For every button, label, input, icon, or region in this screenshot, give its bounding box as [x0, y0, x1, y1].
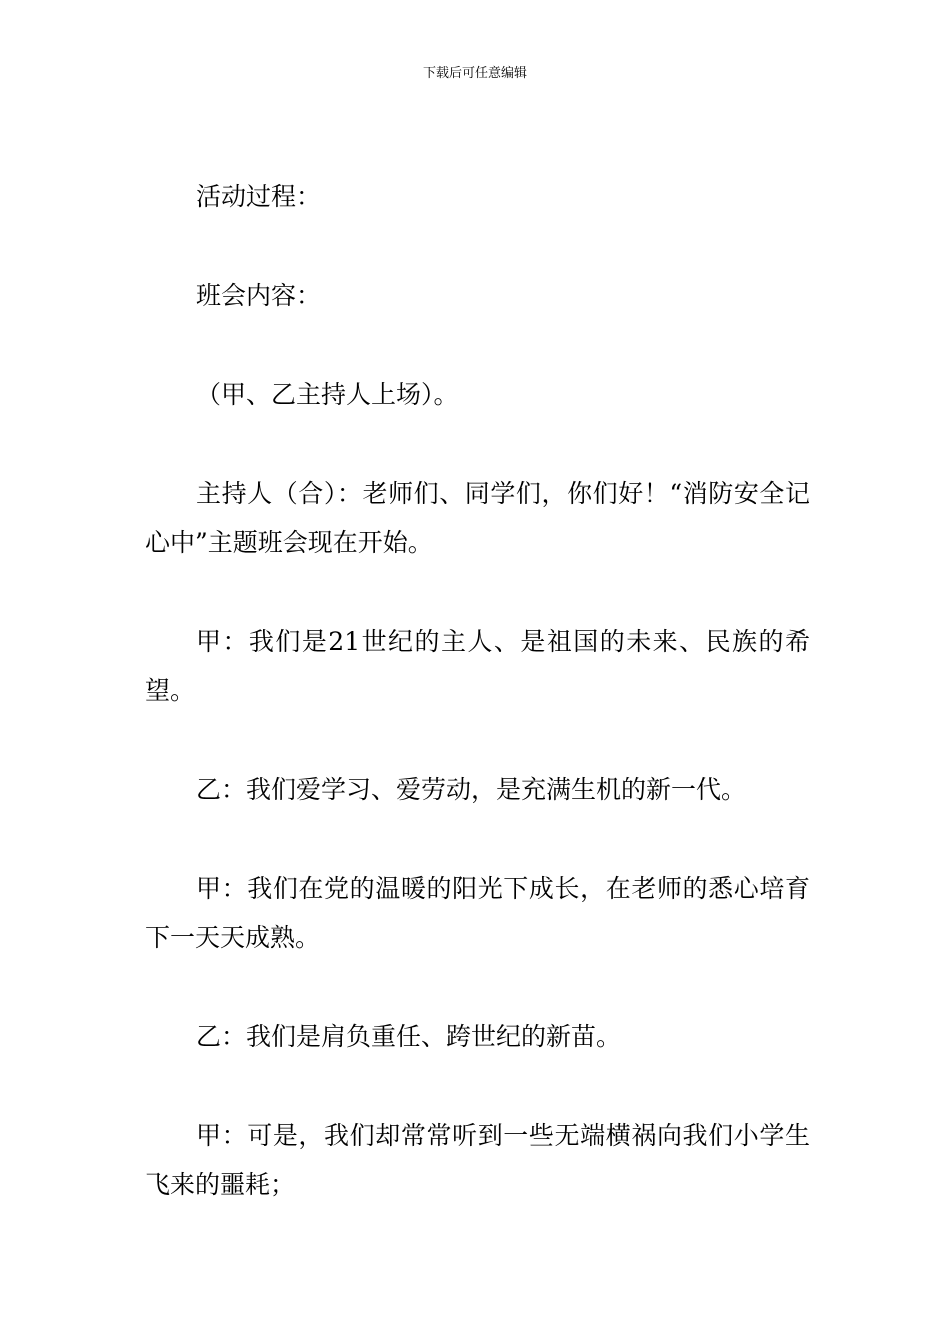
paragraph-jia-2: 甲：我们在党的温暖的阳光下成长，在老师的悉心培育下一天天成熟。: [145, 874, 810, 952]
paragraph-meeting-content: 班会内容：: [196, 281, 322, 310]
paragraph-jia-1: 甲：我们是21世纪的主人、是祖国的未来、民族的希望。: [145, 627, 810, 705]
paragraph-yi-1: 乙：我们爱学习、爱劳动，是充满生机的新一代。: [196, 775, 747, 804]
paragraph-hosts-enter: （甲、乙主持人上场）。: [196, 380, 459, 409]
paragraph-yi-2: 乙：我们是肩负重任、跨世纪的新苗。: [196, 1022, 622, 1051]
paragraph-jia-3: 甲：可是，我们却常常听到一些无端横祸向我们小学生飞来的噩耗；: [145, 1121, 810, 1199]
paragraph-activity-process: 活动过程：: [196, 182, 322, 211]
paragraph-hosts-opening: 主持人（合）：老师们、同学们，你们好！“消防安全记心中”主题班会现在开始。: [145, 479, 810, 557]
document-body: [145, 172, 810, 1209]
page-header: 下载后可任意编辑: [422, 66, 527, 81]
